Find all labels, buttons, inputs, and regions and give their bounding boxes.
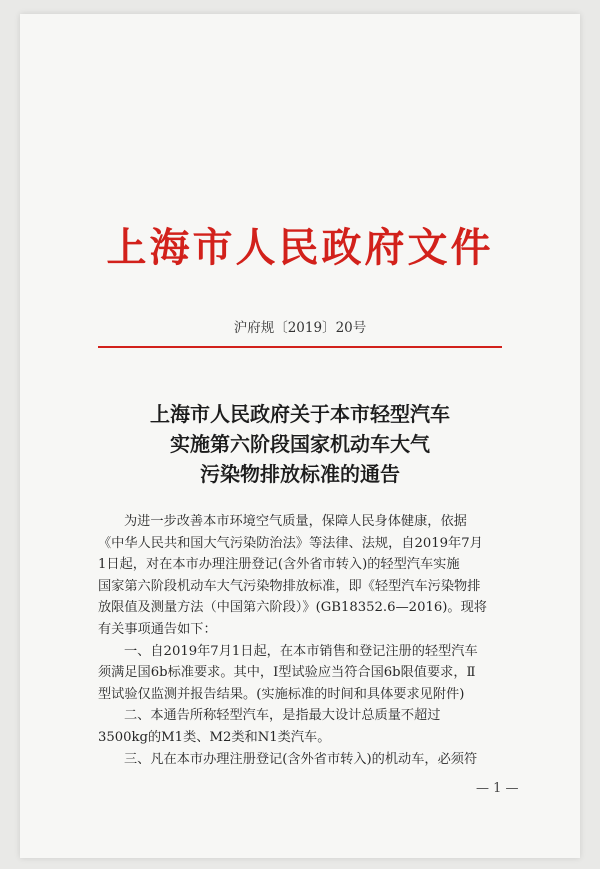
body-line: 3500kg的M1类、M2类和N1类汽车。 xyxy=(98,729,331,745)
red-divider-line xyxy=(98,346,502,348)
body-line: 1日起，对在本市办理注册登记(含外省市转入)的轻型汽车实施 xyxy=(98,557,460,573)
body-line: 一、自2019年7月1日起，在本市销售和登记注册的轻型汽车 xyxy=(124,643,478,659)
title-line: 实施第六阶段国家机动车大气 xyxy=(170,432,430,456)
page-number: — 1 — xyxy=(476,781,519,796)
body-line: 为进一步改善本市环境空气质量，保障人民身体健康，依据 xyxy=(124,514,467,529)
title-line: 污染物排放标准的通告 xyxy=(200,462,400,486)
document-number: 沪府规〔2019〕20号 xyxy=(233,320,367,336)
document-title xyxy=(20,399,580,489)
body-line: 须满足国6b标准要求。其中，Ⅰ型试验应当符合国6b限值要求，Ⅱ xyxy=(98,665,476,681)
body-line: 放限值及测量方法（中国第六阶段）》(GB18352.6—2016)。现将 xyxy=(98,600,487,616)
body-line: 二、本通告所称轻型汽车，是指最大设计总质量不超过 xyxy=(124,708,441,724)
body-line: 国家第六阶段机动车大气污染物排放标准，即《轻型汽车污染物排 xyxy=(98,578,481,594)
document-page xyxy=(20,14,580,858)
title-line: 上海市人民政府关于本市轻型汽车 xyxy=(150,402,450,426)
body-line: 型试验仅监测并报告结果。(实施标准的时间和具体要求见附件) xyxy=(98,686,465,702)
body-line: 《中华人民共和国大气污染防治法》等法律、法规，自2019年7月 xyxy=(98,535,483,551)
body-line: 三、凡在本市办理注册登记(含外省市转入)的机动车，必须符 xyxy=(124,751,478,767)
document-body xyxy=(98,511,512,770)
body-line: 有关事项通告如下： xyxy=(98,621,217,637)
issuer-header: 上海市人民政府文件 xyxy=(106,225,494,271)
